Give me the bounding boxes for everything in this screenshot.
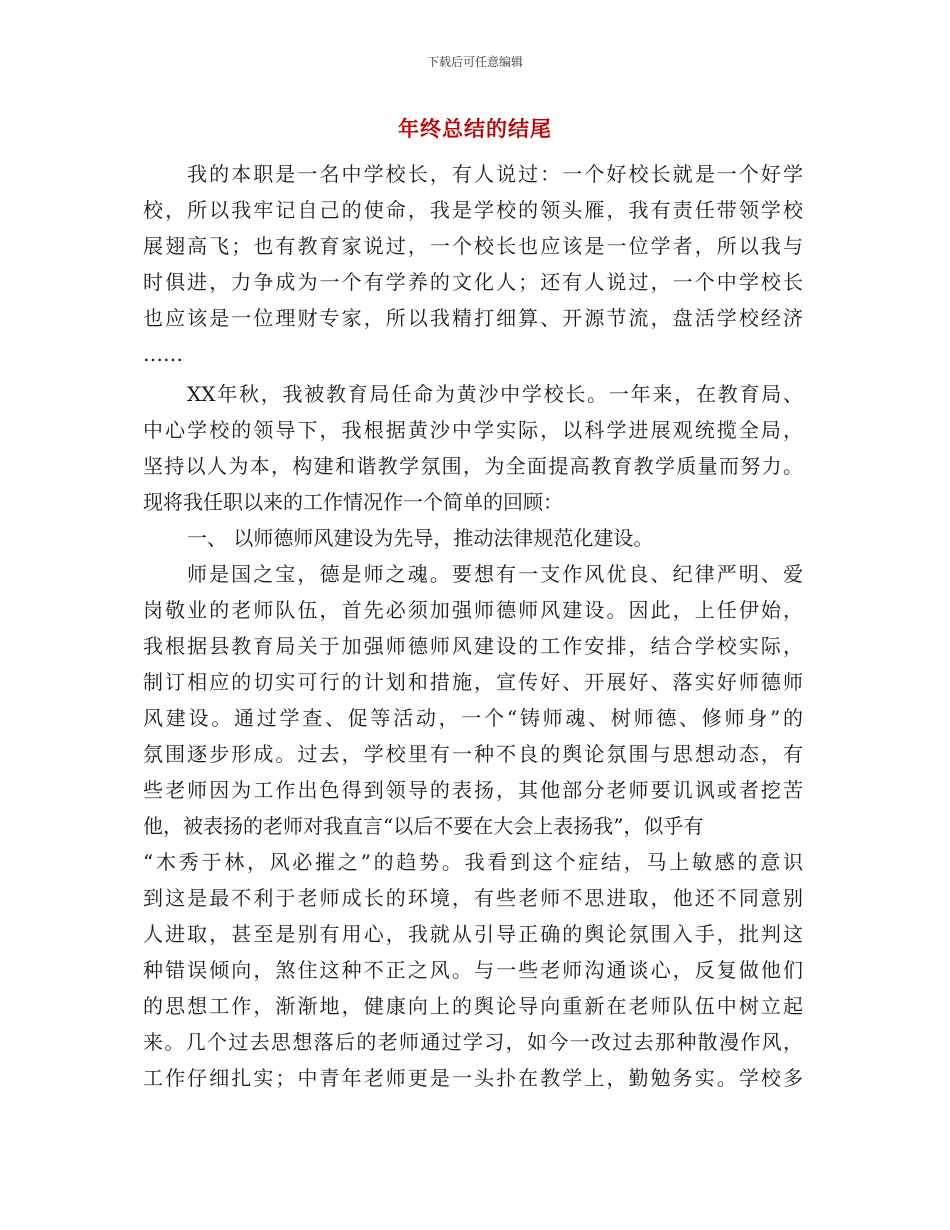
text-line: 展翅高飞；也有教育家说过，一个校长也应该是一位学者，所以我与 (143, 234, 803, 258)
text-line: 中心学校的领导下，我根据黄沙中学实际，以科学进展观统揽全局， (143, 418, 803, 442)
text-line: 的思想工作，渐渐地，健康向上的舆论导向重新在老师队伍中树立起 (143, 994, 803, 1018)
text-line: 现将我任职以来的工作情况作一个简单的回顾： (143, 490, 563, 514)
text-line: 师是国之宝，德是师之魂。要想有一支作风优良、纪律严明、爱 (187, 562, 803, 586)
text-line: 他，被表扬的老师对我直言“以后不要在大会上表扬我”，似乎有 (143, 814, 704, 838)
document-body (143, 156, 803, 1096)
text-line: 我的本职是一名中学校长，有人说过：一个好校长就是一个好学 (187, 162, 803, 186)
text-line: 到这是最不利于老师成长的环境，有些老师不思进取，他还不同意别 (143, 886, 803, 910)
text-line: 氛围逐步形成。过去，学校里有一种不良的舆论氛围与思想动态，有 (143, 742, 803, 766)
text-line: 人进取，甚至是别有用心，我就从引导正确的舆论氛围入手，批判这 (143, 922, 803, 946)
text-line: 工作仔细扎实；中青年老师更是一头扑在教学上，勤勉务实。学校多 (143, 1066, 803, 1090)
section-heading (143, 520, 803, 556)
paragraph-review (143, 376, 803, 520)
text-line: 岗敬业的老师队伍，首先必须加强师德师风建设。因此，上任伊始， (143, 598, 803, 622)
text-line: 坚持以人为本，构建和谐教学氛围，为全面提高教育教学质量而努力。 (143, 454, 803, 478)
text-line: 也应该是一位理财专家，所以我精打细算、开源节流，盘活学校经济 (143, 306, 803, 330)
paragraph-ethics (143, 556, 803, 1096)
text-line: 校，所以我牢记自己的使命，我是学校的领头雁，我有责任带领学校 (143, 198, 803, 222)
text-line: 风建设。通过学查、促等活动，一个“铸师魂、树师德、修师身”的 (143, 706, 803, 730)
text-line: XX年秋，我被教育局任命为黄沙中学校长。一年来，在教育局、 (187, 382, 803, 406)
text-line: 来。几个过去思想落后的老师通过学习，如今一改过去那种散漫作风， (143, 1030, 803, 1054)
document-title: 年终总结的结尾 (398, 117, 552, 141)
text-line: 我根据县教育局关于加强师德师风建设的工作安排，结合学校实际， (143, 634, 803, 658)
section-heading-line: 一、 以师德师风建设为先导，推动法律规范化建设。 (187, 526, 654, 550)
text-line: “木秀于林，风必摧之”的趋势。我看到这个症结，马上敏感的意识 (143, 850, 803, 874)
text-line: …… (143, 342, 183, 366)
header-note: 下载后可任意编辑 (426, 55, 523, 69)
text-line: 些老师因为工作出色得到领导的表扬，其他部分老师要讥讽或者挖苦 (143, 778, 803, 802)
text-line: 时俱进，力争成为一个有学养的文化人；还有人说过，一个中学校长 (143, 270, 803, 294)
text-line: 制订相应的切实可行的计划和措施，宣传好、开展好、落实好师德师 (143, 670, 803, 694)
text-line: 种错误倾向，煞住这种不正之风。与一些老师沟通谈心，反复做他们 (143, 958, 803, 982)
paragraph-intro (143, 156, 803, 372)
